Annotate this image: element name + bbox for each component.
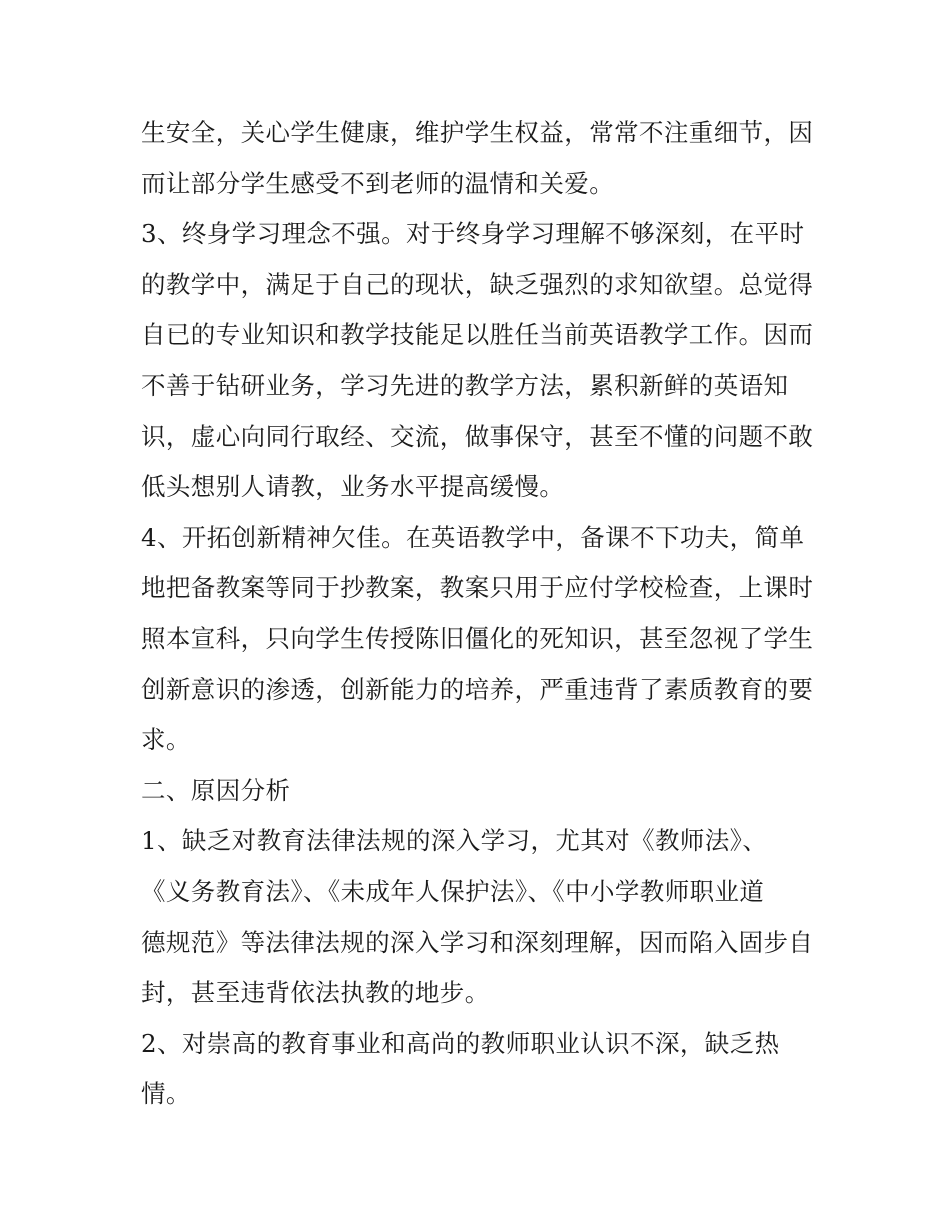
text-line: 生安全，关心学生健康，维护学生权益，常常不注重细节，因 <box>141 118 814 147</box>
text-line: 自已的专业知识和教学技能足以胜任当前英语教学工作。因而 <box>141 320 814 350</box>
text-line: 低头想别人请教，业务水平提高缓慢。 <box>141 472 565 502</box>
text-line: 1、缺乏对教育法律法规的深入学习，尤其对《教师法》、 <box>141 826 768 856</box>
section-heading: 二、原因分析 <box>141 775 291 805</box>
text-line: 地把备教案等同于抄教案，教案只用于应付学校检查，上课时 <box>141 573 814 603</box>
text-line: 照本宣科，只向学生传授陈旧僵化的死知识，甚至忽视了学生 <box>141 623 814 653</box>
text-line: 而让部分学生感受不到老师的温情和关爱。 <box>141 168 615 198</box>
text-line: 创新意识的渗透，创新能力的培养，严重违背了素质教育的要 <box>141 674 814 704</box>
text-line: 2、对崇高的教育事业和高尚的教师职业认识不深，缺乏热 <box>141 1028 780 1058</box>
text-line: 不善于钻研业务，学习先进的教学方法，累积新鲜的英语知 <box>141 370 789 400</box>
text-line: 4、开拓创新精神欠佳。在英语教学中，备课不下功夫，简单 <box>141 522 805 552</box>
text-line: 封，甚至违背依法执教的地步。 <box>141 978 490 1008</box>
text-line: 3、终身学习理念不强。对于终身学习理解不够深刻，在平时 <box>141 219 805 249</box>
document-body <box>141 108 821 1120</box>
text-line: 识，虚心向同行取经、交流，做事保守，甚至不懂的问题不敢 <box>141 421 814 451</box>
text-line: 求。 <box>141 725 191 755</box>
text-line: 德规范》等法律法规的深入学习和深刻理解，因而陷入固步自 <box>141 927 814 957</box>
text-line: 《义务教育法》、《未成年人保护法》、《中小学教师职业道 <box>141 876 765 906</box>
text-line: 的教学中，满足于自己的现状，缺乏强烈的求知欲望。总觉得 <box>141 269 814 299</box>
text-line: 情。 <box>141 1079 191 1109</box>
